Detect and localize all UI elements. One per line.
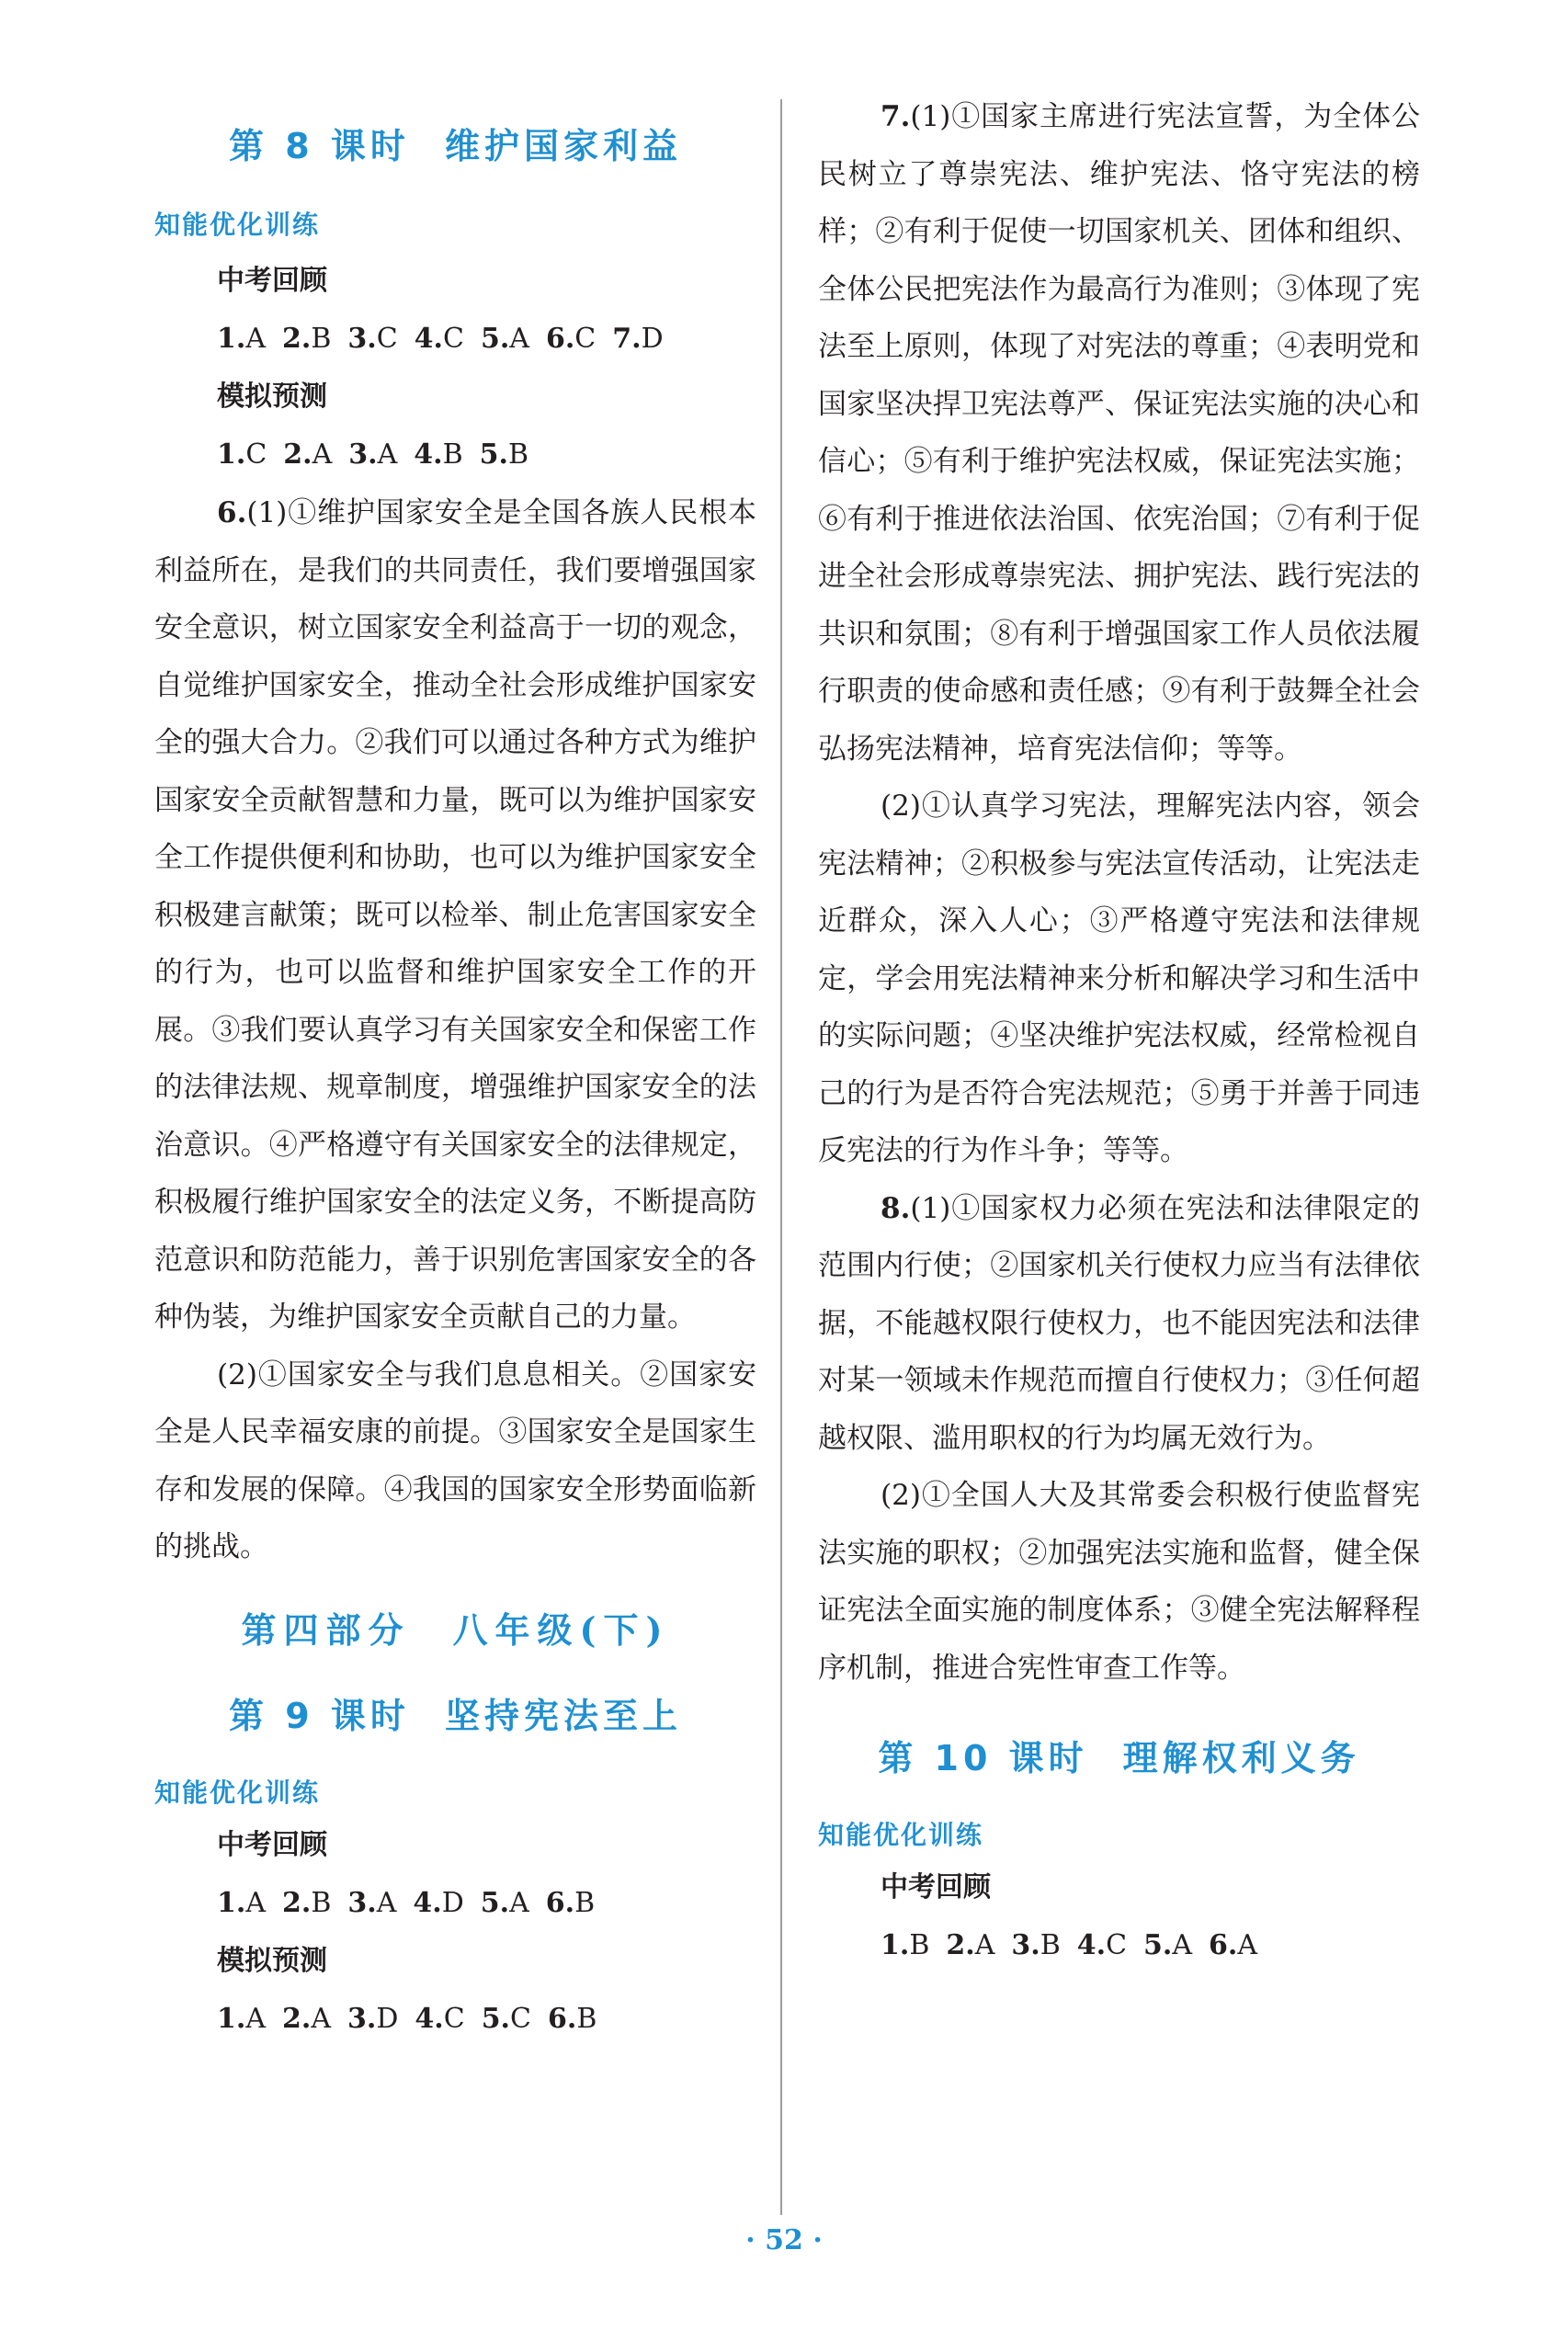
question-6-part-1-text: (1)①维护国家安全是全国各族人民根本利益所在，是我们的共同责任，我们要增强国家安全意识，树立国家安全利益高于一切的观念，自觉维护国家安全，推动全社会形成维护国家安全的强大合力。②我们可以通过各种方式为维护国家安全贡献智慧和力量，既可以为维护国家安全工作提供便利和协助，也可以为维护国家安全积极建言献策；既可以检举、制止危害国家安全的行为，也可以监督和维护国家安全工作的开展。③我们要认真学习有关国家安全和保密工作的法律法规、规章制度，增强维护国家安全的法治意识。④严格遵守有关国家安全的法律规定，积极履行维护国家安全的法定义务，不断提高防范意识和防范能力，善于识别危害国家安全的各种伪装，为维护国家安全贡献自己的力量。: [154, 496, 756, 1334]
answer-choice: D: [441, 1886, 464, 1919]
answer-number: 4.: [414, 323, 443, 355]
page-number: · 52 ·: [745, 2224, 823, 2256]
question-8-part-1-text: (1)①国家权力必须在宪法和法律限定的范围内行使；②国家机关行使权力应当有法律依据，不能越权限行使权力，也不能因宪法和法律对某一领域未作规范而擅自行使权力；③任何超越权限、滥用职权的行为均属无效行为。: [818, 1191, 1420, 1455]
answer-item: [482, 2003, 531, 2035]
answer-choice: A: [509, 1886, 529, 1919]
answer-choice: A: [1237, 1929, 1258, 1961]
answer-number: 2.: [946, 1929, 975, 1961]
answer-item: [217, 2003, 266, 2035]
answer-number: 5.: [480, 323, 510, 355]
answer-choice: C: [443, 323, 464, 355]
lesson-8-title: [154, 118, 756, 168]
question-7-part-2: (2)①认真学习宪法，理解宪法内容，领会宪法精神；②积极参与宪法宣传活动，让宪法走近群众，深入人心；③严格遵守宪法和法律规定，学会用宪法精神来分析和解决学习和生活中的实际问题；④坚决维护宪法权威，经常检视自己的行为是否符合宪法规范；⑤勇于并善于同违反宪法的行为作斗争；等等。: [818, 790, 1420, 1167]
answer-item: [415, 2003, 464, 2035]
lesson-9-number: 第 9 课时: [229, 1695, 410, 1736]
answer-item: [347, 1887, 396, 1919]
answer-number: 6.: [1209, 1929, 1238, 1961]
review-label-3: 中考回顾: [881, 1871, 991, 1903]
answer-item: [283, 438, 332, 471]
answer-choice: C: [443, 2002, 465, 2035]
answer-choice: C: [574, 323, 597, 355]
answer-choice: B: [311, 1886, 332, 1919]
answer-item: [348, 438, 397, 471]
answer-number: 6.: [545, 1886, 575, 1919]
answer-choice: B: [1040, 1929, 1061, 1961]
mock-answers-2: [217, 1990, 756, 2049]
answer-choice: A: [312, 438, 333, 471]
answer-item: [546, 323, 596, 355]
answer-choice: A: [974, 1929, 995, 1961]
answer-item: [1143, 1929, 1192, 1961]
answer-item: [413, 1887, 463, 1919]
question-6-part-2: (2)①国家安全与我们息息相关。②国家安全是人民幸福安康的前提。③国家安全是国家生存和发展的保障。④我国的国家安全形势面临新的挑战。: [154, 1358, 756, 1563]
answer-item: [881, 1929, 929, 1961]
answer-number: 3.: [347, 1886, 377, 1919]
answer-number: 3.: [347, 2002, 377, 2035]
answer-number: 1.: [217, 438, 246, 471]
answer-choice: A: [245, 2002, 266, 2035]
question-7-number: 7.: [881, 100, 911, 133]
answer-item: [946, 1929, 994, 1961]
answer-number: 6.: [547, 2002, 577, 2035]
answer-choice: B: [576, 2002, 597, 2035]
answer-choice: B: [311, 323, 332, 355]
part-title: 第四部分 八年级(下): [241, 1608, 670, 1651]
answer-choice: A: [509, 323, 529, 355]
answer-item: [1011, 1929, 1060, 1961]
answer-item: [612, 323, 663, 355]
answer-number: 2.: [282, 323, 312, 355]
question-7-part-1-text: (1)①国家主席进行宪法宣誓，为全体公民树立了尊崇宪法、维护宪法、恪守宪法的榜样；②有利于促使一切国家机关、团体和组织、全体公民把宪法作为最高行为准则；③体现了宪法至上原则，体现了对宪法的尊重；④表明党和国家坚决捍卫宪法尊严、保证宪法实施的决心和信心；⑤有利于维护宪法权威，保证宪法实施；⑥有利于推进依法治国、依宪治国；⑦有利于促进全社会形成尊崇宪法、拥护宪法、践行宪法的共识和氛围；⑧有利于增强国家工作人员依法履行职责的使命感和责任感；⑨有利于鼓舞全社会弘扬宪法精神，培育宪法信仰；等等。: [818, 100, 1420, 766]
question-6-part-1: [154, 484, 756, 1346]
answer-number: 2.: [282, 1886, 312, 1919]
answer-choice: A: [311, 2002, 331, 2035]
answer-item: [415, 323, 464, 355]
mock-label-2: 模拟预测: [217, 1944, 327, 1977]
answer-number: 5.: [480, 1886, 510, 1919]
answer-number: 4.: [415, 2002, 444, 2035]
answer-number: 1.: [217, 2002, 246, 2035]
answer-item: [481, 323, 529, 355]
review-answers: [217, 310, 756, 369]
answer-number: 7.: [612, 323, 642, 355]
answer-number: 5.: [1143, 1929, 1173, 1961]
answer-item: [217, 1887, 266, 1919]
lesson-8-name: 维护国家利益: [444, 126, 682, 166]
review-answers-3: [881, 1916, 1420, 1975]
answer-item: [1209, 1929, 1257, 1961]
lesson-10-title: [818, 1730, 1420, 1780]
lesson-10-number: 第 10 课时: [878, 1738, 1088, 1778]
answer-item: [282, 2003, 331, 2035]
review-label: 中考回顾: [217, 265, 327, 297]
answer-item: [481, 1887, 529, 1919]
mock-answers: [217, 426, 756, 484]
answer-number: 5.: [479, 438, 508, 471]
answer-item: [282, 1887, 331, 1919]
answer-item: [347, 323, 397, 355]
answer-number: 3.: [347, 323, 377, 355]
lesson-10-name: 理解权利义务: [1122, 1738, 1360, 1778]
answer-number: 1.: [217, 323, 246, 355]
answer-item: [548, 2003, 597, 2035]
answer-number: 6.: [545, 323, 575, 355]
lesson-8-number: 第 8 课时: [229, 126, 410, 166]
answer-choice: B: [442, 438, 463, 471]
lesson-9-name: 坚持宪法至上: [444, 1695, 682, 1736]
answer-choice: C: [510, 2002, 531, 2035]
answer-number: 4.: [414, 438, 443, 471]
answer-number: 4.: [1076, 1929, 1107, 1961]
answer-choice: D: [376, 2002, 399, 2035]
answer-number: 1.: [881, 1929, 910, 1961]
column-divider: [780, 99, 782, 2215]
answer-item: [546, 1887, 595, 1919]
answer-choice: A: [376, 1886, 397, 1919]
left-column: [154, 101, 756, 2049]
answer-number: 4.: [413, 1886, 442, 1919]
right-column: [818, 101, 1420, 1975]
answer-item: [217, 438, 267, 471]
answer-item: [217, 323, 266, 355]
answer-item: [480, 438, 528, 471]
question-8-number: 8.: [881, 1191, 911, 1225]
answer-choice: B: [508, 438, 529, 471]
answer-number: 2.: [282, 2002, 312, 2035]
question-8-part-2: (2)①全国人大及其常委会积极行使监督宪法实施的职权；②加强宪法实施和监督，健全保证宪法全面实施的制度体系；③健全宪法解释程序机制，推进合宪性审查工作等。: [818, 1479, 1420, 1685]
lesson-9-title: [154, 1687, 756, 1738]
answer-item: [282, 323, 331, 355]
answer-choice: A: [245, 1886, 266, 1919]
answer-item: [1077, 1929, 1127, 1961]
review-answers-2: [217, 1874, 756, 1933]
question-6-number: 6.: [217, 496, 247, 529]
answer-number: 5.: [481, 2002, 511, 2035]
answer-choice: C: [1106, 1929, 1128, 1961]
question-8-part-1: [818, 1180, 1420, 1468]
question-7-part-1: [818, 88, 1420, 778]
answer-number: 1.: [217, 1886, 246, 1919]
answer-choice: C: [376, 323, 398, 355]
answer-number: 3.: [348, 438, 378, 471]
review-label-2: 中考回顾: [217, 1828, 327, 1861]
answer-choice: A: [245, 323, 266, 355]
section-label-3: 知能优化训练: [818, 1820, 984, 1850]
answer-choice: C: [245, 438, 267, 471]
section-label: 知能优化训练: [154, 210, 321, 240]
answer-number: 2.: [283, 438, 312, 471]
answer-item: [347, 2003, 398, 2035]
answer-number: 3.: [1011, 1929, 1040, 1961]
answer-choice: A: [377, 438, 398, 471]
answer-item: [414, 438, 462, 471]
answer-choice: B: [574, 1886, 596, 1919]
answer-choice: A: [1172, 1929, 1193, 1961]
answer-choice: D: [641, 323, 664, 355]
section-label-2: 知能优化训练: [154, 1777, 321, 1808]
answer-choice: B: [909, 1929, 930, 1961]
mock-label: 模拟预测: [217, 381, 327, 413]
